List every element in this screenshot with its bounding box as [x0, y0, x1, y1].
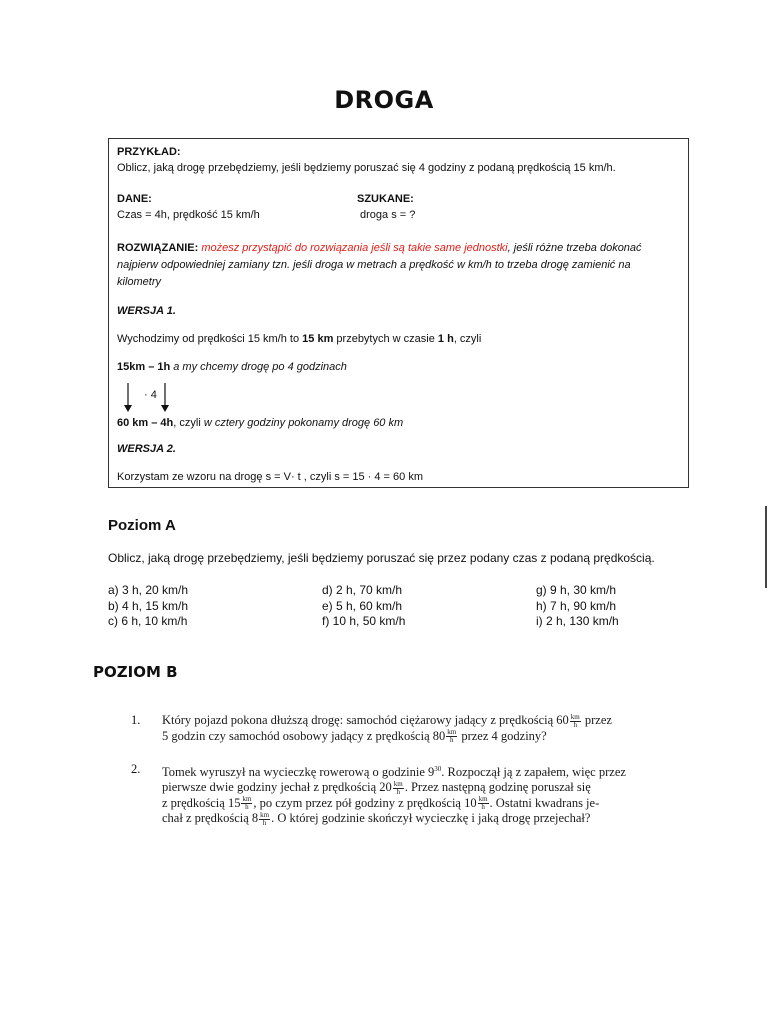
unit-fraction: [393, 781, 404, 796]
unit-fraction: [570, 714, 581, 729]
level-a-instruction: Oblicz, jaką drogę przebędziemy, jeśli będziemy poruszać się przez podany czas z podaną prędkością.: [108, 551, 655, 565]
task-1-line-2-end: przez 4 godziny?: [461, 728, 547, 743]
solution-line-1: [117, 240, 642, 256]
scrollbar-thumb[interactable]: [765, 506, 767, 588]
version1-text-c: przebytych w czasie: [333, 333, 438, 345]
task-2-line-4: chał z prędkością 8: [162, 811, 259, 826]
version1-label: WERSJA 1.: [117, 305, 176, 317]
unit-num: km: [393, 779, 403, 788]
list-item: f) 10 h, 50 km/h: [322, 614, 406, 628]
task-2-line-4-end: . O której godzinie skończył wycieczkę i jaką drogę przejechał?: [271, 811, 591, 826]
task-2-line-1: Tomek wyruszył na wycieczkę rowerową o godzinie 9: [162, 765, 435, 780]
task-1-line-2: 5 godzin czy samochód osobowy jadący z prędkością 80: [162, 728, 446, 743]
task-1: [162, 713, 655, 744]
ratio-line: [117, 359, 347, 375]
task-2-number: 2.: [131, 762, 141, 776]
level-a-column-2: [322, 583, 405, 630]
unit-num: km: [242, 795, 252, 804]
level-a-heading: Poziom A: [108, 517, 176, 534]
list-item: b) 4 h, 15 km/h: [108, 598, 189, 613]
version1-text: [117, 331, 481, 347]
task-2-time-sup: 30: [434, 765, 442, 773]
unit-fraction: [478, 796, 489, 811]
result-bold: 60 km – 4h: [117, 417, 174, 429]
solution-note: możesz przystąpić do rozwiązania jeśli są takie same jednostki: [201, 242, 508, 254]
given-label: DANE:: [117, 193, 152, 205]
unit-den: h: [481, 803, 485, 812]
ratio-italic: a my chcemy drogę po 4 godzinach: [170, 361, 347, 373]
unit-den: h: [262, 819, 267, 828]
example-box: [108, 138, 689, 488]
unit-den: h: [573, 720, 578, 729]
version2-text: Korzystam ze wzoru na drogę s = V· t , czyli s = 15 · 4 = 60 km: [117, 471, 423, 483]
result-line: [117, 415, 403, 431]
level-a-column-3: [536, 583, 619, 630]
unit-fraction: [446, 729, 457, 744]
list-item: i) 2 h, 130 km/h: [536, 614, 619, 628]
list-item: a) 3 h, 20 km/h: [108, 583, 189, 597]
task-2-line-1-end: . Rozpoczął ją z zapałem, więc przez: [441, 765, 626, 780]
task-2-line-3: z prędkością 15: [162, 795, 241, 810]
sought-value: droga s = ?: [360, 209, 416, 221]
page-title: DROGA: [334, 86, 434, 114]
list-item: e) 5 h, 60 km/h: [322, 598, 403, 613]
task-2-line-3-mid: , po czym przez pół godziny z prędkością 10: [253, 795, 477, 810]
list-item: h) 7 h, 90 km/h: [536, 598, 617, 613]
list-item: c) 6 h, 10 km/h: [108, 614, 188, 628]
given-value: Czas = 4h, prędkość 15 km/h: [117, 209, 260, 221]
solution-line-2: najpierw odpowiedniej zamiany tzn. jeśli droga w metrach a prędkość w km/h to trzeba drogę zamienić na: [117, 259, 631, 271]
multiplier-label: · 4: [144, 389, 157, 401]
unit-den: h: [449, 736, 454, 745]
task-1-line-1-end: przez: [584, 713, 612, 727]
unit-num: km: [478, 795, 488, 804]
task-1-number: 1.: [131, 713, 141, 727]
list-item: d) 2 h, 70 km/h: [322, 583, 403, 597]
ratio-bold: 15km – 1h: [117, 361, 171, 373]
version1-text-b: 15 km: [302, 333, 334, 345]
version1-text-a: Wychodzimy od prędkości 15 km/h to: [117, 333, 303, 345]
task-2-line-2-end: . Przez następną godzinę poruszał się: [404, 780, 591, 795]
unit-fraction: [241, 796, 252, 811]
level-a-column-1: [108, 583, 188, 630]
unit-den: h: [245, 803, 249, 812]
task-2-line-3-end: . Ostatni kwadrans je-: [489, 795, 600, 810]
version1-text-d: 1 h: [437, 333, 454, 345]
solution-rest: , jeśli różne trzeba dokonać: [507, 242, 642, 254]
unit-den: h: [396, 787, 400, 796]
unit-fraction: [259, 812, 270, 827]
solution-label: ROZWIĄZANIE:: [117, 242, 199, 254]
example-heading: PRZYKŁAD:: [117, 146, 181, 158]
unit-num: km: [570, 712, 580, 721]
solution-line-3: kilometry: [117, 276, 162, 288]
level-b-heading: POZIOM B: [93, 663, 178, 681]
sought-label: SZUKANE:: [357, 193, 414, 205]
list-item: g) 9 h, 30 km/h: [536, 583, 617, 597]
task-2: [162, 762, 655, 827]
unit-num: km: [260, 811, 270, 820]
version1-text-e: , czyli: [453, 333, 482, 345]
result-plain: , czyli: [173, 417, 204, 429]
version2-label: WERSJA 2.: [117, 443, 176, 455]
task-1-line-1: Który pojazd pokona dłuższą drogę: samochód ciężarowy jadący z prędkością 60: [162, 713, 569, 727]
example-task: Oblicz, jaką drogę przebędziemy, jeśli będziemy poruszać się 4 godziny z podaną prędkością 15 km/h.: [117, 162, 616, 174]
unit-num: km: [447, 728, 457, 737]
task-2-line-2: pierwsze dwie godziny jechał z prędkością 20: [162, 780, 392, 795]
result-italic: w cztery godziny pokonamy drogę 60 km: [203, 417, 404, 429]
